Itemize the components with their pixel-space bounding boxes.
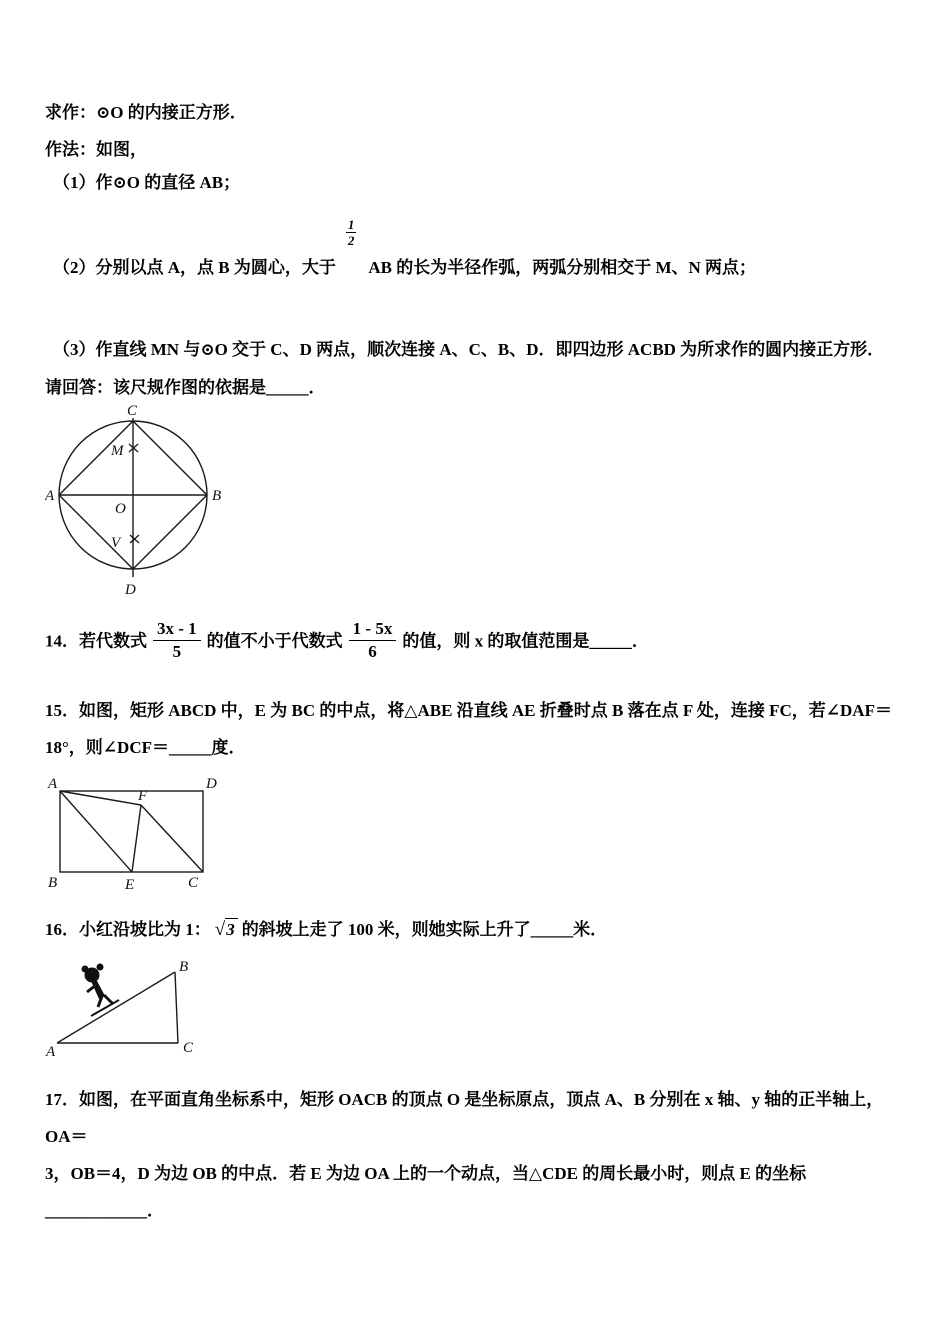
label-B: B [212,488,222,504]
construction-step2 [45,217,906,279]
fraction-numerator: 1 - 5x [349,619,397,641]
radicand: 3 [225,918,238,939]
label-A: A [46,1044,56,1060]
question-14 [45,621,906,664]
construction-goal: 求作：⊙O 的内接正方形． [45,103,247,122]
q14-prefix: 14．若代数式 [45,631,147,651]
step2-text-post: AB 的长为半径作弧，两弧分别相交于 M、N 两点； [368,258,757,277]
label-O: O [115,501,126,517]
slope-AB [57,972,175,1043]
label-B: B [48,875,58,891]
q16-suffix: 的斜坡上走了 100 米，则她实际上升了_____米． [241,920,608,939]
label-C: C [127,403,138,419]
slope-triangle-figure [45,959,240,1061]
height-BC [175,972,178,1043]
radical-sign: √ [214,919,226,940]
label-D: D [206,776,217,792]
label-D: D [125,582,136,598]
label-C: C [183,1040,194,1056]
slope-figure-lines [57,972,178,1043]
question-17 [45,1081,906,1229]
q14-suffix: 的值，则 x 的取值范围是_____． [402,631,649,651]
person-pigtail-right [97,964,104,971]
rectangle-figure-lines [60,791,203,872]
fraction-numerator: 3x - 1 [153,619,201,641]
question-15-line2: 18°，则∠DCF＝_____度． [45,738,246,757]
q17-line1: 17．如图，在平面直角坐标系中，矩形 OACB 的顶点 O 是坐标原点，顶点 A、B 分别在 x 轴、y 轴的正半轴上，OA＝ [45,1090,884,1146]
sqrt-3 [215,919,238,941]
question-15-line1: 15．如图，矩形 ABCD 中，E 为 BC 的中点，将△ABE 沿直线 AE 折叠时点 B 落在点 F 处，连接 FC，若∠DAF＝ [45,701,892,720]
segment-FE [132,805,141,872]
circle-construction-figure [45,403,230,601]
label-F: F [138,788,148,804]
question-16 [45,919,906,941]
label-V: V [111,535,121,551]
label-E: E [125,877,135,893]
circle-diagram [45,403,906,601]
q17-line2: 3，OB＝4，D 为边 OB 的中点．若 E 为边 OA 上的一个动点，当△CDE 的周长最小时，则点 E 的坐标____________． [45,1164,807,1220]
rectangle-fold-figure [45,775,225,893]
point-cross-marks [129,444,139,543]
label-C: C [188,875,199,891]
label-A: A [48,776,58,792]
fraction-denominator: 5 [172,642,182,661]
square-side-CB [133,421,207,495]
slope-diagram [45,959,906,1061]
q14-middle: 的值不小于代数式 [206,631,343,651]
construction-method: 作法：如图， [45,140,147,159]
one-half-fraction [346,218,357,248]
rectangle-diagram [45,775,906,893]
label-M: M [111,443,124,459]
label-A: A [45,488,55,504]
q14-fraction-1 [153,619,201,662]
fraction-denominator: 6 [368,642,377,661]
person-figure [82,964,120,1017]
segment-FC [141,805,203,872]
q14-fraction-2 [349,619,397,662]
fraction-numerator: 1 [347,217,355,232]
person-head [85,968,100,983]
q16-prefix: 16．小红沿坡比为 1： [45,920,211,939]
fraction-denominator: 2 [347,233,355,248]
label-B: B [179,959,189,975]
segment-AF [60,791,141,805]
construction-step1: （1）作⊙O 的直径 AB； [53,173,241,192]
person-leg-right [104,995,113,1004]
square-side-BD [133,495,207,569]
person-body [91,981,105,999]
construction-step3: （3）作直线 MN 与⊙O 交于 C、D 两点，顺次连接 A、C、B、D．即四边形 ACBD 为所求作的圆内接正方形． [53,340,885,359]
construction-question: 请回答：该尺规作图的依据是_____． [45,378,326,397]
step2-text-pre: （2）分别以点 A，点 B 为圆心，大于 [53,258,336,277]
circle-figure-lines [59,418,207,577]
fold-line-AE [60,791,132,872]
